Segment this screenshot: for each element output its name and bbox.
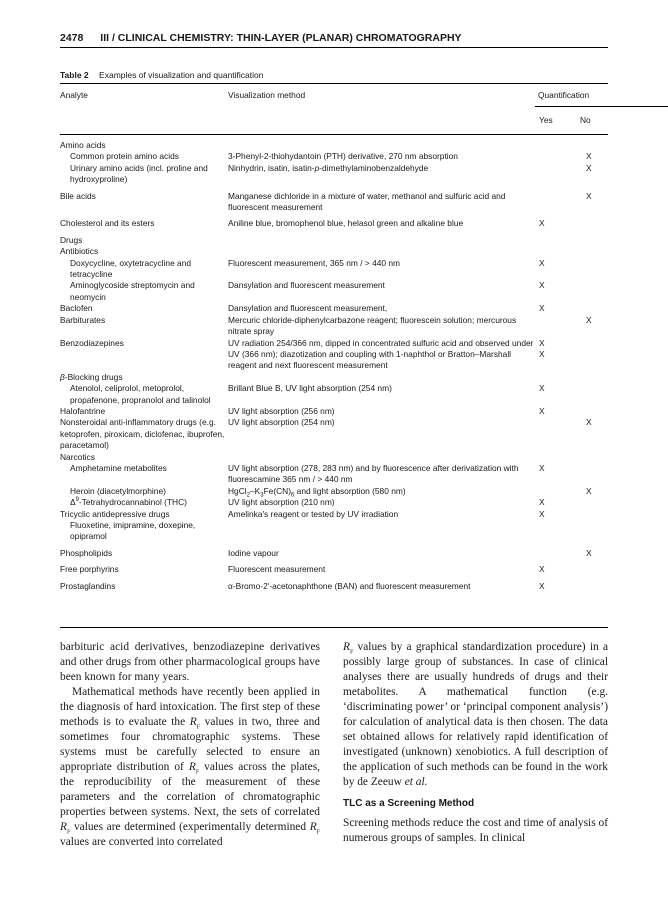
cell-analyte: Tricyclic antidepressive drugs <box>60 508 170 519</box>
cell-method <box>228 520 534 543</box>
body-paragraph: $R_F$ values by a graphical standardization procedure) in a possibly large group of substances. In case of clinical analyses there are usually hundreds of drugs and their metabolites. A mathematical function (e.g. ‘discriminating power’ or ‘principal component analysis’) for calculation of analytical data is then chosen. The data set obtained allows for relatively rapid identification of investigated (unknown) xenobiotics. A full description of the application of such methods can be found in the work by de Zeeuw et al. <box>343 641 608 788</box>
cell-no <box>578 564 608 575</box>
cell-method: Amelinka's reagent or tested by UV irradiation <box>228 508 399 519</box>
table-label: Table 2 <box>60 70 89 80</box>
table-row <box>60 520 608 543</box>
table-row <box>60 246 608 257</box>
table-row <box>60 564 608 575</box>
cell-analyte: Baclofen <box>60 303 93 314</box>
cell-yes <box>534 417 578 451</box>
table-row <box>60 218 608 229</box>
running-title: III / CLINICAL CHEMISTRY: THIN-LAYER (PLANAR) CHROMATOGRAPHY <box>100 32 462 44</box>
cell-method: Mercuric chloride-diphenylcarbazone reagent; fluorescein solution; mercurous nitrate spray <box>228 314 517 337</box>
cell-analyte: β-Blocking drugs <box>60 371 123 382</box>
table-row <box>60 338 608 372</box>
cell-method: UV radiation 254/366 nm, dipped in concentrated sulfuric acid and observed under UV (366 nm); diazotization and coupling with 1-naphthol or Bratton–Marshall reagent and next fluorescent measurement <box>228 337 534 371</box>
cell-yes <box>534 140 578 151</box>
cell-no <box>578 303 608 314</box>
table-header <box>60 84 608 134</box>
cell-analyte: Free porphyrins <box>60 564 119 575</box>
cell-method: Fluorescent measurement <box>228 564 326 575</box>
cell-no <box>578 280 608 303</box>
cell-method <box>228 246 534 257</box>
table-row <box>60 151 608 162</box>
cell-no <box>578 235 608 246</box>
table-row <box>60 548 608 559</box>
cell-no: X <box>586 190 592 201</box>
cell-yes <box>534 315 578 338</box>
cell-method: Fluorescent measurement, 365 nm / > 440 nm <box>228 257 401 268</box>
cell-no: X <box>586 417 592 428</box>
header-method: Visualization method <box>228 90 306 100</box>
cell-analyte: Amphetamine metabolites <box>70 462 167 473</box>
cell-method: UV light absorption (210 nm) <box>228 497 335 508</box>
header-no: No <box>580 115 591 125</box>
cell-analyte: Phospholipids <box>60 547 113 558</box>
cell-method <box>228 452 534 463</box>
cell-analyte: Barbiturates <box>60 314 106 325</box>
cell-analyte: Common protein amino acids <box>70 151 179 162</box>
cell-no <box>578 338 608 372</box>
cell-method: Brillant Blue B, UV light absorption (254 nm) <box>228 383 392 394</box>
body-column-left <box>60 640 320 850</box>
cell-no: X <box>586 314 592 325</box>
cell-no <box>578 497 608 508</box>
cell-yes: X <box>539 280 545 291</box>
cell-analyte: Benzodiazepines <box>60 337 124 348</box>
cell-no <box>578 520 608 543</box>
cell-yes: X <box>539 405 545 416</box>
cell-method: 3-Phenyl-2-thiohydantoin (PTH) derivative, 270 nm absorption <box>228 151 458 162</box>
cell-yes: X <box>539 497 545 508</box>
cell-yes: X <box>539 462 545 473</box>
cell-analyte: Prostaglandins <box>60 580 116 591</box>
cell-no <box>578 509 608 520</box>
cell-method <box>228 235 534 246</box>
table-row <box>60 372 608 383</box>
cell-no <box>578 463 608 486</box>
table-bottom-rule <box>60 627 608 628</box>
cell-method <box>228 140 534 151</box>
table-row <box>60 486 608 497</box>
cell-analyte: Narcotics <box>60 451 95 462</box>
cell-no <box>578 218 608 229</box>
cell-yes <box>534 151 578 162</box>
table-row <box>60 406 608 417</box>
header-analyte: Analyte <box>60 90 88 100</box>
cell-no: X <box>586 162 592 173</box>
table-row <box>60 315 608 338</box>
cell-method: Dansylation and fluorescent measurement <box>228 280 385 291</box>
cell-yes: X <box>539 508 545 519</box>
cell-analyte: Antibiotics <box>60 246 99 257</box>
table-row <box>60 452 608 463</box>
cell-yes <box>534 163 578 186</box>
cell-method: UV light absorption (256 nm) <box>228 405 335 416</box>
cell-no <box>578 452 608 463</box>
cell-yes <box>534 548 578 559</box>
cell-no <box>578 258 608 281</box>
cell-analyte: $\Delta^9$-Tetrahydrocannabinol (THC) <box>70 497 187 508</box>
cell-method <box>228 372 534 383</box>
cell-method: UV light absorption (278, 283 nm) and by fluorescence after derivatization with fluorescamine 365 nm / > 440 nm <box>228 462 519 485</box>
cell-no <box>578 406 608 417</box>
cell-analyte: Atenolol, celiprolol, metoprolol, propafenone, propranolol and talinolol <box>70 383 211 405</box>
table <box>60 83 608 592</box>
cell-no <box>578 140 608 151</box>
cell-no: X <box>586 547 592 558</box>
cell-analyte: Amino acids <box>60 140 106 150</box>
table-row <box>60 258 608 281</box>
cell-analyte: Fluoxetine, imipramine, doxepine, opipramol <box>70 520 196 542</box>
cell-yes <box>534 246 578 257</box>
table-row <box>60 581 608 592</box>
cell-method: Ninhydrin, isatin, isatin-p-dimethylaminobenzaldehyde <box>228 162 429 173</box>
header-quantification: Quantification <box>538 90 590 100</box>
cell-analyte: Heroin (diacetylmorphine) <box>70 485 166 496</box>
table-row <box>60 191 608 214</box>
table-row <box>60 280 608 303</box>
body-column-right <box>343 640 608 846</box>
cell-yes: X <box>539 257 545 268</box>
cell-analyte: Doxycycline, oxytetracycline and tetracycline <box>70 257 192 280</box>
body-paragraph: Screening methods reduce the cost and time of analysis of numerous groups of samples. In clinical <box>343 817 608 844</box>
cell-method: α-Bromo-2′-acetonaphthone (BAN) and fluorescent measurement <box>228 580 471 591</box>
page-number: 2478 <box>60 32 84 44</box>
cell-method: UV light absorption (254 nm) <box>228 417 335 428</box>
cell-no <box>578 372 608 383</box>
table-row <box>60 163 608 186</box>
table-row <box>60 417 608 451</box>
cell-yes: X <box>539 218 545 229</box>
cell-no <box>578 383 608 406</box>
cell-analyte: Urinary amino acids (incl. proline and hydroxyproline) <box>70 162 208 185</box>
cell-yes <box>534 452 578 463</box>
running-header <box>60 32 608 44</box>
cell-yes: X <box>539 303 545 314</box>
header-yes: Yes <box>539 115 553 125</box>
table-caption <box>60 70 263 80</box>
table-row <box>60 140 608 151</box>
cell-analyte: Cholesterol and its esters <box>60 218 155 229</box>
body-paragraph: Mathematical methods have recently been applied in the diagnosis of hard intoxication. The first step of these methods is to evaluate the $R_F$ values in two, three and sometimes four chromatographic systems. These systems must be carefully selected to ensure an appropriate distribution of $R_F$ values across the plates, the reproducibility of the measurement of these parameters and the correlation of chromatographic properties between systems. Next, the sets of correlated $R_F$ values are determined (experimentally determined $R_F$ values are converted into correlated <box>60 686 320 848</box>
cell-method: Dansylation and fluorescent measurement, <box>228 303 388 314</box>
cell-no <box>578 581 608 592</box>
table-row <box>60 235 608 246</box>
table-caption-text: Examples of visualization and quantification <box>99 70 264 80</box>
cell-analyte: Halofantrine <box>60 405 106 416</box>
table-row <box>60 303 608 314</box>
body-paragraph: barbituric acid derivatives, benzodiazepine derivatives and other drugs from other pharmacological groups have been known for many years. <box>60 641 320 683</box>
quant-subrule <box>535 106 668 107</box>
cell-yes: X <box>539 383 545 394</box>
cell-analyte: Drugs <box>60 234 83 245</box>
cell-method: Manganese dichloride in a mixture of water, methanol and sulfuric acid and fluorescent measurement <box>228 190 506 213</box>
section-heading: TLC as a Screening Method <box>343 798 475 809</box>
cell-yes <box>534 520 578 543</box>
table-row <box>60 497 608 508</box>
cell-yes: X <box>539 564 545 575</box>
cell-analyte: Nonsteroidal anti-inflammatory drugs (e.g. ketoprofen, piroxicam, diclofenac, ibuprofen, paracetamol) <box>60 417 225 451</box>
cell-no <box>578 246 608 257</box>
cell-yes <box>534 372 578 383</box>
cell-method: $HgCl_2-K_3Fe(CN)_6$ and light absorption (580 nm) <box>228 485 406 499</box>
cell-analyte: Bile acids <box>60 190 96 201</box>
cell-analyte: Aminoglycoside streptomycin and neomycin <box>70 280 195 302</box>
cell-method: Aniline blue, bromophenol blue, helasol green and alkaline blue <box>228 218 464 229</box>
table-row <box>60 383 608 406</box>
header-rule <box>60 47 608 48</box>
cell-yes <box>534 191 578 214</box>
table-body <box>60 135 608 592</box>
table-row <box>60 509 608 520</box>
cell-no: X <box>586 485 592 496</box>
table-row <box>60 463 608 486</box>
cell-yes <box>534 235 578 246</box>
cell-yes <box>534 486 578 497</box>
cell-no: X <box>586 151 592 162</box>
cell-yes: X <box>539 580 545 591</box>
cell-yes: X X <box>539 337 545 359</box>
cell-method: Iodine vapour <box>228 547 279 558</box>
